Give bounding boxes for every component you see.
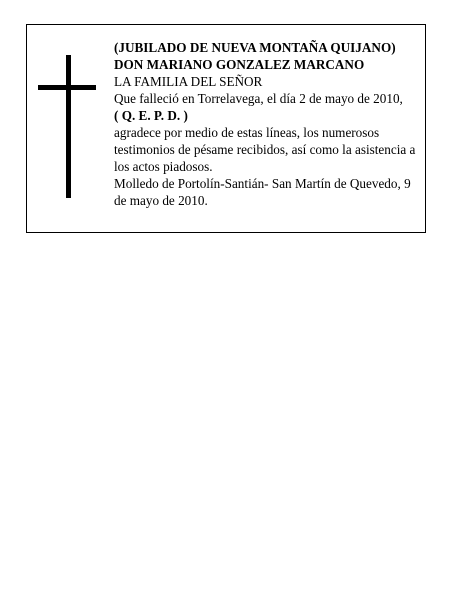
cross-horizontal-bar — [38, 85, 96, 90]
rip-line: ( Q. E. P. D. ) — [114, 108, 188, 123]
death-line: Que falleció en Torrelavega, el día 2 de mayo de 2010, — [114, 91, 403, 106]
thanks-paragraph: agradece por medio de estas líneas, los numerosos testimonios de pésame recibidos, así como la asistencia a los actos piadosos. — [114, 125, 416, 174]
obituary-notice — [26, 24, 426, 233]
place-date-line: Molledo de Portolín-Santián- San Martín de Quevedo, 9 de mayo de 2010. — [114, 176, 411, 208]
family-line: LA FAMILIA DEL SEÑOR — [114, 74, 263, 89]
cross-vertical-bar — [66, 55, 71, 198]
deceased-name: DON MARIANO GONZALEZ MARCANO — [114, 57, 365, 72]
notice-title-line: (JUBILADO DE NUEVA MONTAÑA QUIJANO) — [114, 40, 396, 55]
notice-text — [114, 39, 422, 209]
